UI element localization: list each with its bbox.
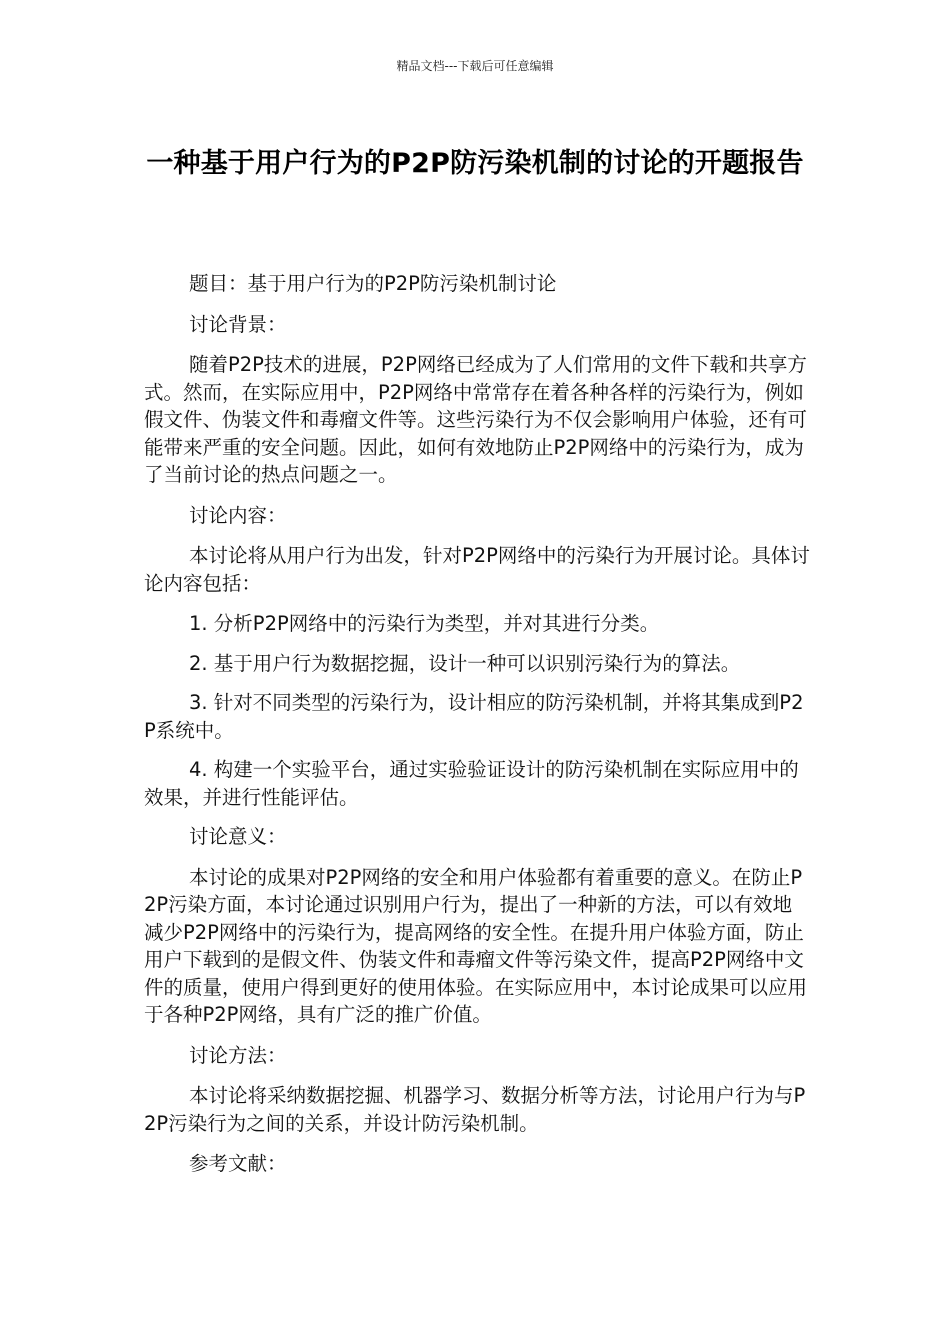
topic-line: 题目：基于用户行为的P2P防污染机制讨论 [189,272,557,295]
content-list-item-2: 2. 基于用户行为数据挖掘，设计一种可以识别污染行为的算法。 [189,651,741,675]
section-heading-background: 讨论背景： [189,312,287,336]
section-heading-references: 参考文献： [189,1152,287,1175]
content-list-item-3: 3. 针对不同类型的污染行为，设计相应的防污染机制，并将其集成到P2P系统中。 [144,691,804,742]
section-heading-method: 讨论方法： [189,1043,287,1067]
document-title: 一种基于用户行为的P2P防污染机制的讨论的开题报告 [146,148,804,179]
significance-paragraph: 本讨论的成果对P2P网络的安全和用户体验都有着重要的意义。在防止P2P污染方面，本讨论通过识别用户行为，提出了一种新的方法，可以有效地减少P2P网络中的污染行为，提高网络的安全性。在提升用户体验方面，防止用户下载到的是假文件、伪装文件和毒瘤文件等污染文件，提高P2P网络中文件的质量，使用户得到更好的使用体验。在实际应用中，本讨论成果可以应用于各种P2P网络，具有广泛的推广价值。 [144,865,808,1026]
section-heading-significance: 讨论意义： [189,825,287,848]
content-intro-paragraph: 本讨论将从用户行为出发，针对P2P网络中的污染行为开展讨论。具体讨论内容包括： [144,544,810,595]
content-list-item-1: 1. 分析P2P网络中的污染行为类型，并对其进行分类。 [189,612,660,635]
background-paragraph: 随着P2P技术的进展，P2P网络已经成为了人们常用的文件下载和共享方式。然而，在实际应用中，P2P网络中常常存在着各种各样的污染行为，例如假文件、伪装文件和毒瘤文件等。这些污染行为不仅会影响用户体验，还有可能带来严重的安全问题。因此，如何有效地防止P2P网络中的污染行为，成为了当前讨论的热点问题之一。 [144,353,808,486]
content-list-item-4: 4. 构建一个实验平台，通过实验验证设计的防污染机制在实际应用中的效果，并进行性能评估。 [144,758,799,809]
page-header: 精品文档---下载后可任意编辑 [396,59,554,73]
section-heading-content: 讨论内容： [189,503,287,527]
document-body [144,270,810,1191]
method-paragraph: 本讨论将采纳数据挖掘、机器学习、数据分析等方法，讨论用户行为与P2P污染行为之间的关系，并设计防污染机制。 [144,1084,806,1135]
